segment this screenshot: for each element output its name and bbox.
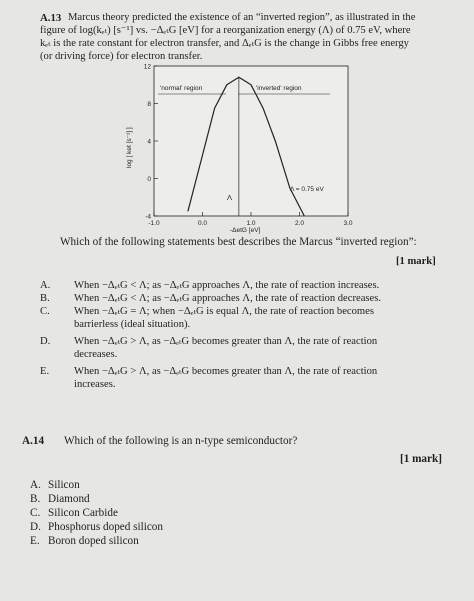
q13-option-e-letter[interactable]: E. xyxy=(40,366,50,377)
x-tick-label: 0.0 xyxy=(197,220,208,227)
q13-intro-line-4: (or driving force) for electron transfer. xyxy=(40,51,203,62)
marcus-chart xyxy=(118,60,358,235)
q14-option-d-text[interactable]: Phosphorus doped silicon xyxy=(48,521,163,533)
x-tick-label: 1.0 xyxy=(246,220,256,227)
y-tick-label: -4 xyxy=(145,213,151,221)
q13-option-c-text-1[interactable]: When −ΔₑₜG = Λ; when −ΔₑₜG is equal Λ, the rate of reaction becomes xyxy=(74,306,374,317)
x-axis-label: -ΔetG [eV] xyxy=(230,227,261,234)
q13-option-e-text-2[interactable]: increases. xyxy=(74,379,116,390)
inverted-region-label: 'inverted' region xyxy=(256,85,302,92)
q14-option-a-letter[interactable]: A. xyxy=(30,479,41,491)
q14-option-e-letter[interactable]: E. xyxy=(30,535,40,547)
q14-option-c-text[interactable]: Silicon Carbide xyxy=(48,507,118,519)
q13-intro-line-2: figure of log(kₑₜ) [s⁻¹] vs. −ΔₑₜG [eV] for a reorganization energy (Λ) of 0.75 eV, where xyxy=(40,25,411,36)
lambda-marker: Λ xyxy=(227,193,233,202)
q13-option-a-text[interactable]: When −ΔₑₜG < Λ; as −ΔₑₜG approaches Λ, the rate of reaction increases. xyxy=(74,280,380,291)
q14-question: Which of the following is an n-type semiconductor? xyxy=(64,435,298,447)
x-tick-label: -1.0 xyxy=(148,220,160,227)
q13-option-b-text[interactable]: When −ΔₑₜG < Λ; as −ΔₑₜG approaches Λ, the rate of reaction decreases. xyxy=(74,293,381,304)
q13-option-c-letter[interactable]: C. xyxy=(40,306,50,317)
q14-mark: [1 mark] xyxy=(400,453,442,465)
x-tick-label: 3.0 xyxy=(343,220,353,227)
q13-intro-line-1: Marcus theory predicted the existence of an “inverted region”, as illustrated in the xyxy=(68,12,416,23)
q13-mark: [1 mark] xyxy=(396,256,436,267)
y-tick-label: 12 xyxy=(143,63,151,71)
y-axis-label: log [ ket [s⁻¹] ] xyxy=(126,127,133,168)
normal-region-label: 'normal' region xyxy=(160,85,203,92)
q14-option-b-text[interactable]: Diamond xyxy=(48,493,90,505)
q13-option-c-text-2[interactable]: barrierless (ideal situation). xyxy=(74,319,191,330)
q13-question: Which of the following statements best describes the Marcus “inverted region”: xyxy=(60,236,417,248)
q13-intro-line-3: kₑₜ is the rate constant for electron transfer, and ΔₑₜG is the change in Gibbs free energy xyxy=(40,38,409,49)
question-number-a13: A.13 xyxy=(40,12,62,24)
q14-option-b-letter[interactable]: B. xyxy=(30,493,41,505)
y-tick-label: 0 xyxy=(147,176,151,183)
q13-option-d-letter[interactable]: D. xyxy=(40,336,51,347)
q13-option-d-text-2[interactable]: decreases. xyxy=(74,349,118,360)
q14-option-a-text[interactable]: Silicon xyxy=(48,479,80,491)
y-tick-label: 8 xyxy=(147,101,151,108)
q14-option-c-letter[interactable]: C. xyxy=(30,507,41,519)
question-number-a14: A.14 xyxy=(22,435,45,447)
q14-option-e-text[interactable]: Boron doped silicon xyxy=(48,535,139,547)
x-tick-label: 2.0 xyxy=(294,220,305,227)
q13-option-b-letter[interactable]: B. xyxy=(40,293,50,304)
lambda-value-label: Λ = 0.75 eV xyxy=(290,186,324,193)
q13-option-d-text-1[interactable]: When −ΔₑₜG > Λ, as −ΔₑₜG becomes greater than Λ, the rate of reaction xyxy=(74,336,378,347)
q13-option-e-text-1[interactable]: When −ΔₑₜG > Λ, as −ΔₑₜG becomes greater than Λ, the rate of reaction xyxy=(74,366,378,377)
q13-option-a-letter[interactable]: A. xyxy=(40,280,51,291)
q14-option-d-letter[interactable]: D. xyxy=(30,521,41,533)
y-tick-label: 4 xyxy=(147,138,151,146)
